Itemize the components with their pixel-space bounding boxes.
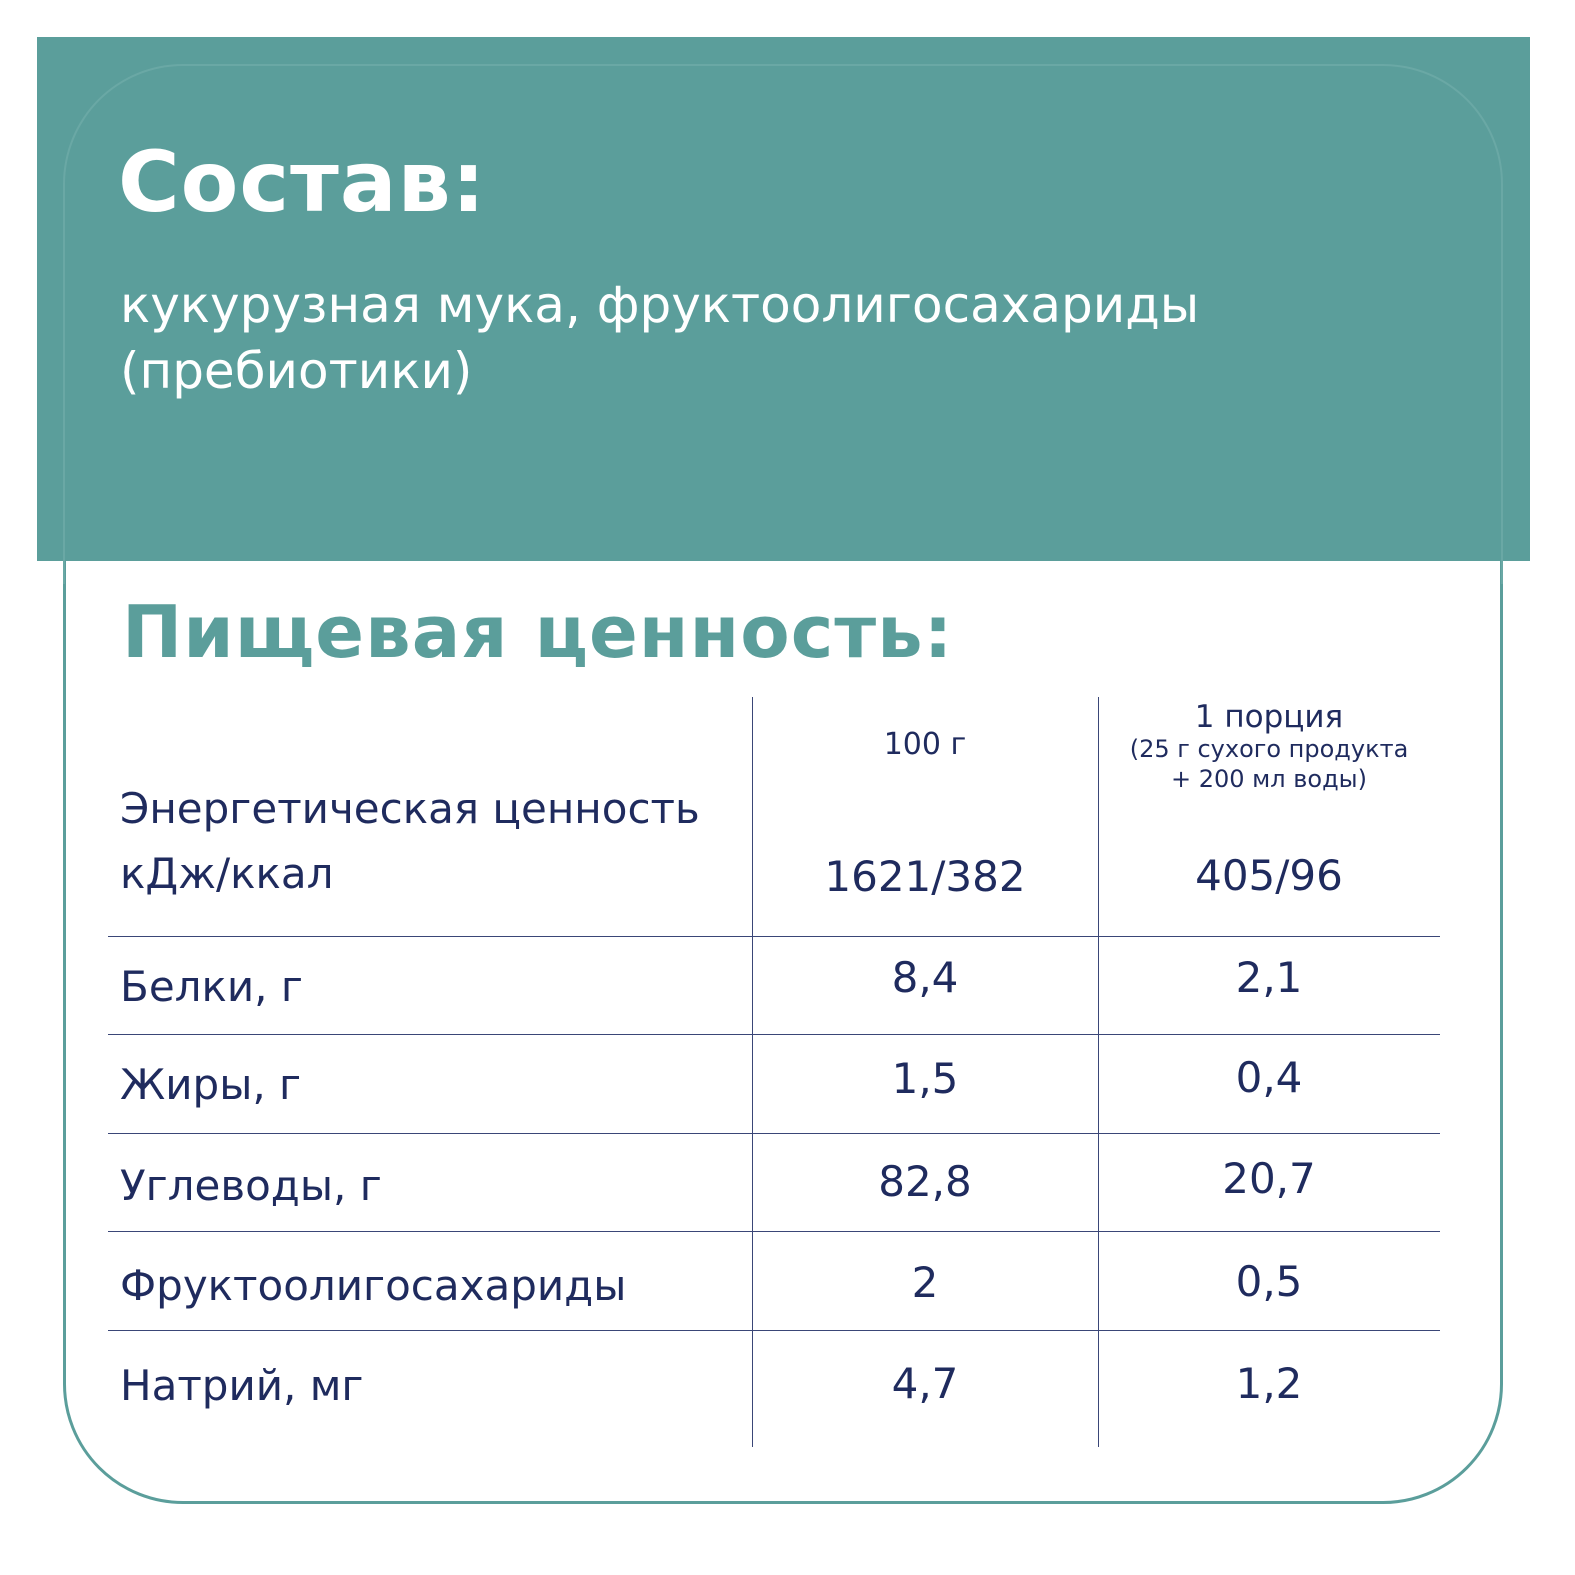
table-divider-horizontal: [108, 936, 1440, 937]
table-divider-horizontal: [108, 1231, 1440, 1232]
portion-header-title: 1 порция: [1194, 699, 1344, 735]
row-label: Натрий, мг: [120, 1361, 364, 1410]
energy-per100: 1621/382: [824, 852, 1026, 901]
composition-title: Состав:: [118, 133, 487, 231]
row-value-per100: 2: [911, 1258, 939, 1307]
row-value-per-portion: 0,4: [1235, 1053, 1303, 1102]
table-divider-horizontal: [108, 1034, 1440, 1035]
row-label: Белки, г: [120, 962, 303, 1011]
energy-unit-label: кДж/ккал: [120, 849, 334, 898]
row-value-per-portion: 0,5: [1235, 1257, 1303, 1306]
row-value-per-portion: 2,1: [1235, 953, 1303, 1002]
table-divider-horizontal: [108, 1330, 1440, 1331]
row-value-per100: 4,7: [891, 1359, 959, 1408]
row-label: Углеводы, г: [120, 1161, 382, 1210]
portion-header-detail: (25 г сухого продукта: [1129, 735, 1409, 763]
energy-label: Энергетическая ценность: [120, 784, 700, 833]
table-divider-horizontal: [108, 1133, 1440, 1134]
composition-text: кукурузная мука, фруктоолигосахариды (пребиотики): [120, 276, 1200, 400]
row-value-per-portion: 1,2: [1235, 1359, 1303, 1408]
column-header-100g: 100 г: [883, 727, 967, 762]
row-value-per100: 1,5: [891, 1054, 959, 1103]
row-label: Жиры, г: [120, 1060, 302, 1109]
nutrition-title: Пищевая ценность:: [122, 590, 954, 674]
column-header-portion: [1098, 699, 1440, 793]
row-label: Фруктоолигосахариды: [120, 1261, 627, 1310]
row-value-per100: 82,8: [878, 1157, 972, 1206]
portion-header-detail: + 200 мл воды): [1171, 765, 1367, 793]
row-value-per100: 8,4: [891, 953, 959, 1002]
energy-per-portion: 405/96: [1195, 851, 1343, 900]
row-value-per-portion: 20,7: [1222, 1154, 1316, 1203]
